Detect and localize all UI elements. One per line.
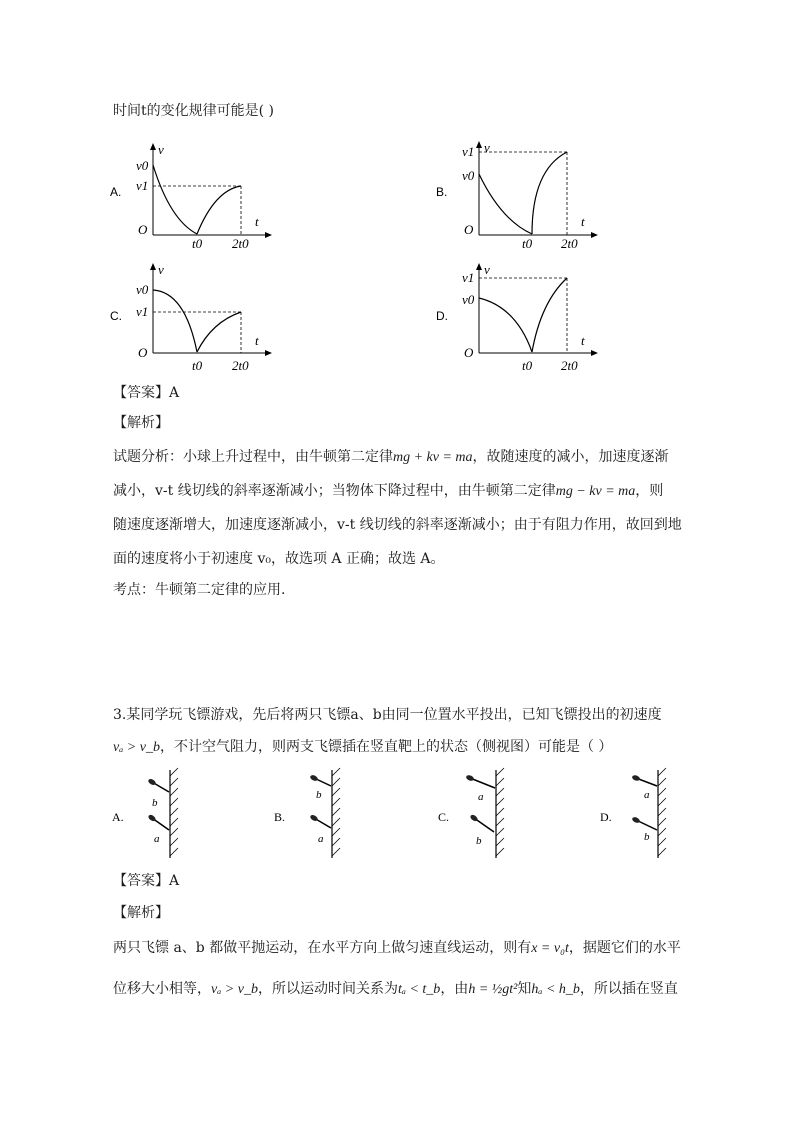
board-hatching — [496, 768, 504, 856]
v-axis-arrow — [476, 263, 482, 270]
vt-graph-b — [436, 140, 606, 250]
v-axis-label: v — [158, 142, 164, 157]
board-hatching — [658, 768, 666, 856]
curve-up — [153, 165, 197, 234]
q2-answer — [113, 383, 179, 403]
t-axis-label: t — [255, 214, 259, 229]
formula-x-v0t: x = v₀t — [531, 941, 569, 956]
option-label: B. — [274, 810, 286, 824]
q2-stem-tail: 时间t的变化规律可能是( ) — [113, 103, 274, 119]
dart-upper-label: b — [316, 789, 322, 801]
vt-graph-d — [436, 262, 606, 374]
answer-value: A — [169, 873, 180, 889]
origin-label: O — [464, 345, 474, 360]
curve-down — [532, 152, 567, 234]
v1-label: v1 — [462, 270, 475, 285]
dart-upper-tail — [631, 774, 640, 781]
t-axis-arrow — [591, 232, 598, 238]
v-axis-arrow — [476, 141, 482, 148]
t-axis-label: t — [581, 333, 585, 348]
v-axis-arrow — [150, 143, 156, 150]
formula-ha-hb: hₐ < h_b — [531, 982, 580, 997]
t-axis-arrow — [265, 232, 272, 238]
t0-label: t0 — [192, 358, 203, 373]
t0-label: t0 — [192, 236, 203, 250]
t-axis-label: t — [581, 214, 585, 229]
formula-va-vb: vₐ > v_b — [211, 982, 258, 997]
curve-down — [532, 278, 567, 352]
v1-label: v1 — [136, 178, 149, 193]
origin-label: O — [138, 222, 148, 237]
v-axis-label: v — [484, 262, 490, 277]
q3-stem-line2: vₐ > v_b，不计空气阻力，则两支飞镖插在竖直靶上的状态（侧视图）可能是（ ） — [113, 739, 613, 755]
curve-down — [197, 312, 241, 352]
dart-lower-label: b — [644, 831, 650, 843]
board-hatching — [170, 768, 178, 856]
q2-analysis-line4: 面的速度将小于初速度 v₀，故选项 A 正确；故选 A。 — [113, 551, 445, 567]
dart-upper-tail — [465, 774, 474, 782]
answer-label: 【答案】 — [113, 385, 169, 401]
dart-figure-b — [272, 766, 352, 862]
dart-upper-label: a — [644, 789, 650, 801]
t0-label: t0 — [522, 358, 533, 373]
q2-analysis-line1: 试题分析：小球上升过程中，由牛顿第二定律mg + kv = ma，故随速度的减小，加速度逐渐 — [113, 449, 669, 465]
option-label: A. — [112, 810, 124, 824]
vt-graph-a — [110, 140, 280, 250]
answer-value: A — [169, 385, 180, 401]
option-label: D. — [600, 810, 612, 824]
dart-lower-label: b — [476, 835, 482, 847]
dart-figure-d — [598, 766, 678, 862]
q2-analysis-label: 【解析】 — [113, 415, 169, 431]
q2-analysis-line2: 减小，v-t 线切线的斜率逐渐减小；当物体下降过程中，由牛顿第二定律mg − kv = ma，则 — [113, 483, 664, 499]
q3-analysis-line1: 两只飞镖 a、b 都做平抛运动，在水平方向上做匀速直线运动，则有x = v₀t，据题它们的水平 — [113, 940, 681, 956]
formula-ta-tb: tₐ < t_b — [397, 982, 441, 997]
vt-graph-c — [110, 262, 280, 374]
formula-mg-plus-kv: mg + kv = ma — [393, 450, 473, 465]
dart-upper — [470, 778, 495, 788]
dart-lower-tail — [309, 814, 318, 822]
q3-stem-line1: 3.某同学玩飞镖游戏，先后将两只飞镖a、b由同一位置水平投出，已知飞镖投出的初速度 — [113, 707, 662, 723]
formula-h: h = ½gt² — [468, 982, 518, 997]
t-axis-arrow — [265, 350, 272, 356]
curve-up — [153, 290, 197, 352]
v1-label: v1 — [462, 144, 475, 159]
curve-down — [197, 186, 241, 234]
origin-label: O — [464, 222, 474, 237]
curve-up — [479, 174, 532, 234]
dart-upper-label: b — [152, 797, 158, 809]
dart-upper-tail — [147, 778, 156, 786]
q2-kaodian: 考点：牛顿第二定律的应用. — [113, 582, 286, 598]
graph-d-option: D. — [436, 309, 448, 323]
q3-answer — [113, 871, 179, 891]
v0-label: v0 — [462, 292, 475, 307]
option-label: C. — [438, 810, 450, 824]
v0-label: v0 — [136, 158, 149, 173]
graph-a-option: A. — [110, 185, 122, 199]
dart-lower-label: a — [318, 833, 324, 845]
formula-va-gt-vb: vₐ > v_b — [113, 740, 160, 755]
dart-lower-label: a — [154, 833, 160, 845]
formula-mg-minus-kv: mg − kv = ma — [555, 484, 636, 499]
dart-upper-tail — [309, 774, 318, 782]
dart-lower-tail — [631, 816, 640, 824]
v-axis-label: v — [484, 140, 490, 155]
v0-label: v0 — [136, 282, 149, 297]
v-axis-label: v — [158, 262, 164, 277]
t-axis-arrow — [591, 350, 598, 356]
board-hatching — [332, 768, 340, 856]
q3-analysis-line2: 位移大小相等，vₐ > v_b，所以运动时间关系为tₐ < t_b，由h = ½gt²知hₐ < h_b，所以插在竖直 — [113, 981, 678, 997]
q3-analysis-label: 【解析】 — [113, 905, 169, 921]
answer-label: 【答案】 — [113, 873, 169, 889]
t0-label: t0 — [522, 236, 533, 250]
dart-figure-a — [110, 766, 190, 862]
v-axis-arrow — [150, 263, 156, 270]
dart-upper-label: a — [478, 791, 484, 803]
2t0-label: 2t0 — [561, 236, 578, 250]
curve-up — [479, 298, 532, 352]
v1-label: v1 — [136, 304, 149, 319]
dart-figure-c — [436, 766, 516, 862]
origin-label: O — [138, 345, 148, 360]
v0-label: v0 — [462, 168, 475, 183]
graph-b-option: B. — [436, 185, 448, 199]
2t0-label: 2t0 — [232, 236, 249, 250]
graph-c-option: C. — [110, 309, 122, 323]
q2-analysis-line3: 随速度逐渐增大，加速度逐渐减小，v-t 线切线的斜率逐渐减小；由于有阻力作用，故回到地 — [113, 517, 682, 533]
t-axis-label: t — [255, 333, 259, 348]
2t0-label: 2t0 — [232, 358, 249, 373]
2t0-label: 2t0 — [561, 358, 578, 373]
